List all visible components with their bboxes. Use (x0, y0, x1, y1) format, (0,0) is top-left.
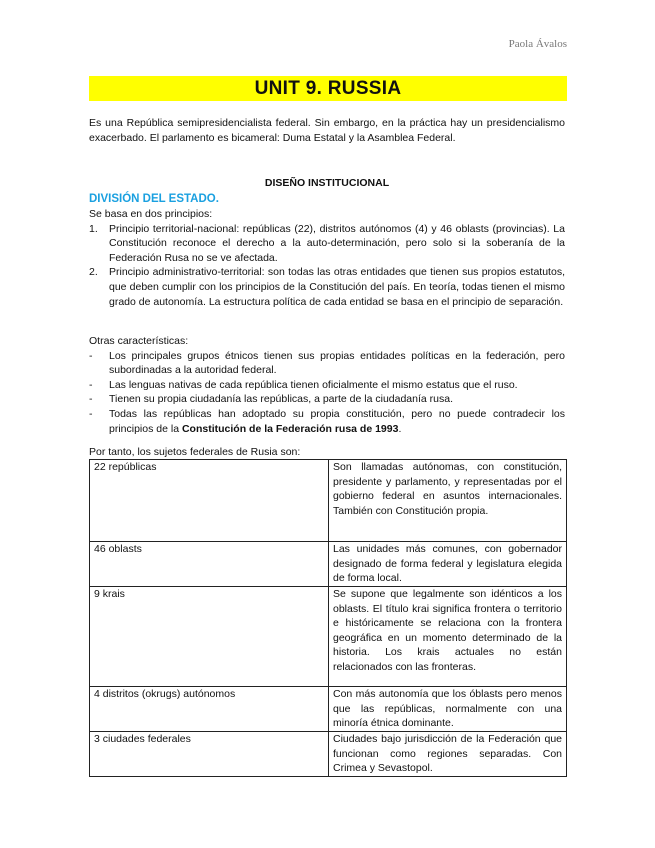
list-item-text: Las lenguas nativas de cada república tienen oficialmente el mismo estatus que el ruso. (109, 378, 518, 391)
subject-cell: 9 krais (90, 587, 329, 687)
list-item (89, 265, 565, 309)
subject-cell: 46 oblasts (90, 542, 329, 587)
list-item (89, 378, 565, 393)
division-lead: Se basa en dos principios: (89, 208, 213, 220)
other-characteristics (89, 334, 565, 436)
list-marker: - (89, 378, 93, 391)
text-after: . (398, 422, 402, 435)
description-cell: Con más autonomía que los óblasts pero menos que las repúblicas, normalmente con una minoría étnica dominante. (329, 687, 567, 732)
list-item (89, 349, 565, 378)
list-item-text: Tienen su propia ciudadanía las repúblicas, a parte de la ciudadanía rusa. (109, 393, 454, 406)
division-heading: DIVISIÓN DEL ESTADO. (89, 193, 219, 205)
description-cell: Ciudades bajo jurisdicción de la Federación que funcionan como regiones separadas. Con Crimea y Sevastopol. (329, 732, 567, 777)
description-cell: Son llamadas autónomas, con constitución, presidente y parlamento, y representadas por el gobierno federal en asuntos internacionales. También con Constitución propia. (329, 460, 567, 542)
list-item-text: Principio administrativo-territorial: son todas las otras entidades que tienen sus propios estatutos, que deben cumplir con los principios de la Constitución del país. En teoría, todas tienen el mismo grado de autonomía. La estructura política de cada entidad se basa en el principio de separación. (109, 266, 565, 308)
text-before: Todas las repúblicas han adoptado su propia constitución, pero no puede contradecir los principios de la (109, 407, 565, 435)
description-cell: Se supone que legalmente son idénticos a los oblasts. El título krai significa frontera o territorio e históricamente se relaciona con la frontera geográfica en un momento determinado de la historia. Los krais actuales no están relacionados con las fronteras. (329, 587, 567, 687)
list-marker: - (89, 407, 93, 420)
list-item-text (109, 408, 565, 435)
list-item (89, 407, 565, 436)
table-row (90, 542, 567, 587)
table-row (90, 732, 567, 777)
division-section (89, 207, 565, 309)
section-heading: DISEÑO INSTITUCIONAL (264, 177, 390, 189)
subject-cell: 4 distritos (okrugs) autónomos (90, 687, 329, 732)
list-item (89, 222, 565, 266)
table-row (90, 587, 567, 687)
list-marker: 1. (89, 222, 98, 235)
subject-cell: 3 ciudades federales (90, 732, 329, 777)
intro-paragraph: Es una República semipresidencialista federal. Sin embargo, en la práctica hay un presidencialismo exacerbado. El parlamento es bicameral: Duma Estatal y la Asamblea Federal. (89, 117, 565, 144)
table-lead: Por tanto, los sujetos federales de Rusia son: (89, 446, 301, 458)
list-item-text: Los principales grupos étnicos tienen sus propias entidades políticas en la federación, pero subordinadas a la autoridad federal. (109, 349, 565, 377)
list-marker: 2. (89, 266, 98, 279)
list-marker: - (89, 349, 93, 362)
table-row (90, 460, 567, 542)
constitution-reference: Constitución de la Federación rusa de 1993 (181, 422, 399, 435)
description-cell: Las unidades más comunes, con gobernador designado de forma federal y legislatura elegida de forma local. (329, 542, 567, 587)
list-item-text: Principio territorial-nacional: repúblicas (22), distritos autónomos (4) y 46 oblasts (provincias). La Constitución reconoce el derecho a la auto-determinación, pero solo si la soberanía de la Federación Rusa no se ve afectada. (109, 222, 565, 264)
other-lead: Otras características: (89, 335, 189, 347)
federal-subjects-table (89, 459, 567, 777)
list-marker: - (89, 393, 93, 406)
page-title: UNIT 9. RUSSIA (89, 76, 567, 101)
table-row (90, 687, 567, 732)
author-name: Paola Ávalos (508, 38, 567, 50)
list-item (89, 392, 565, 407)
subject-cell: 22 repúblicas (90, 460, 329, 542)
